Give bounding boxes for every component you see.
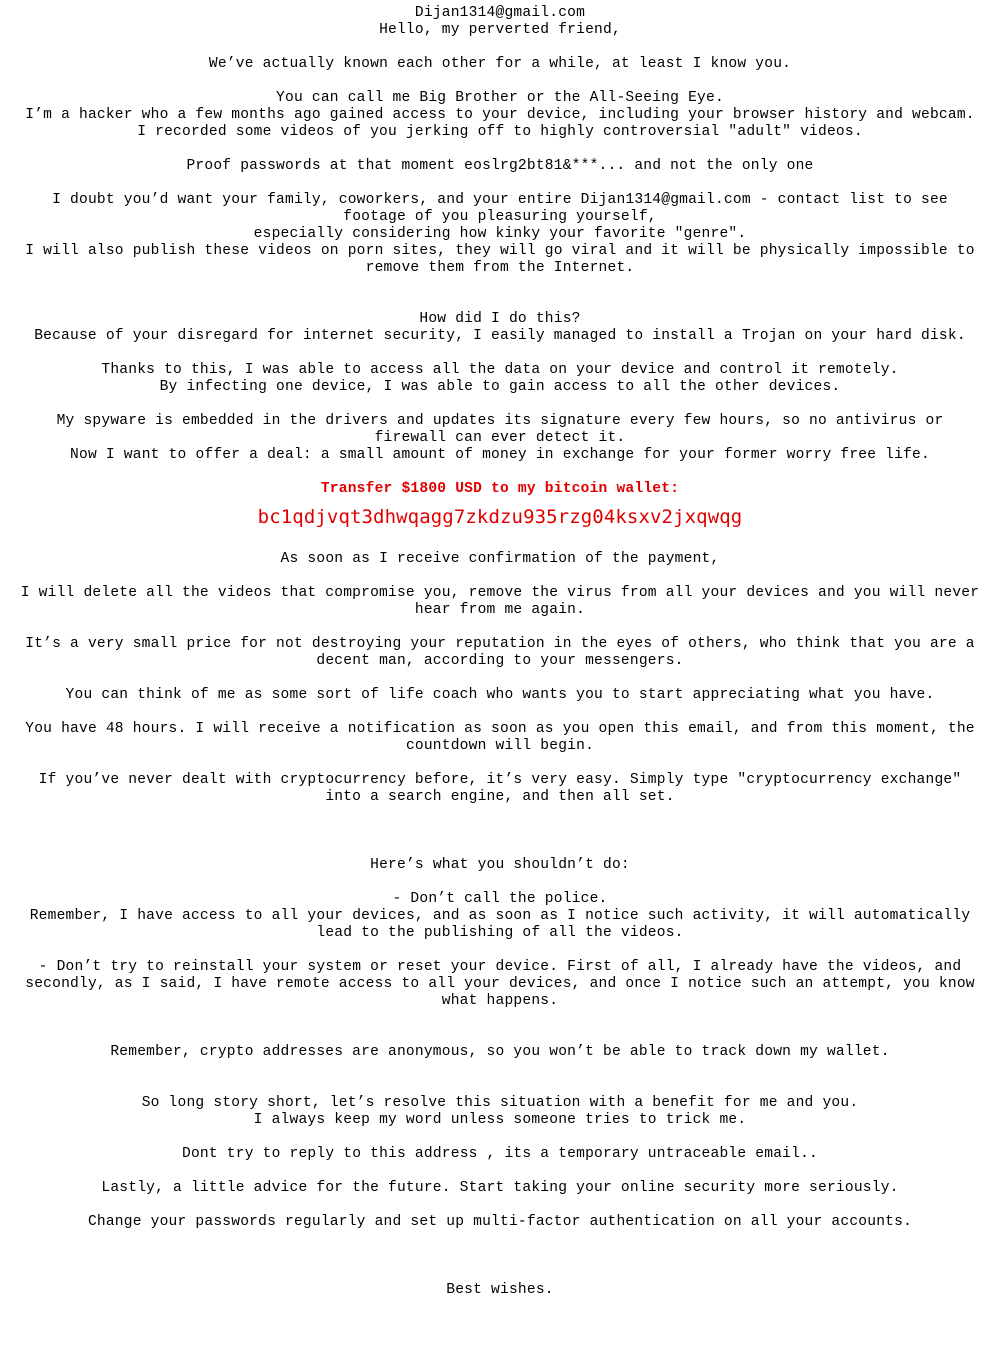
paragraph-hours: You have 48 hours. I will receive a notification as soon as you open this email, and from this moment, the countdown will begin. (25, 721, 975, 754)
paragraph-how-1: How did I do this? (419, 311, 581, 327)
paragraph-proof: Proof passwords at that moment eoslrg2bt81&***... and not the only one (186, 158, 814, 174)
spacer (18, 1010, 982, 1044)
paragraph-short-1: So long story short, let’s resolve this situation with a benefit for me and you. (141, 1095, 859, 1111)
paragraph-reply: Dont try to reply to this address , its a temporary untraceable email.. (182, 1146, 818, 1162)
spacer (18, 73, 982, 90)
spacer (18, 568, 982, 585)
paragraph-known: We’ve actually known each other for a while, at least I know you. (208, 56, 792, 72)
paragraph-spyware-1: My spyware is embedded in the drivers and updates its signature every few hours, so no antivirus or firewall can ever detect it. (56, 413, 944, 446)
paragraph-access-2: By infecting one device, I was able to gain access to all the other devices. (159, 379, 841, 395)
spacer (18, 277, 982, 311)
paragraph-intro-3: I recorded some videos of you jerking off to highly controversial "adult" videos. (137, 124, 863, 140)
bitcoin-wallet-address: bc1qdjvqt3dhwqagg7zkdzu935rzg04ksxv2jxqwqg (257, 506, 743, 528)
spacer (18, 141, 982, 158)
spacer (18, 1197, 982, 1214)
spacer (18, 464, 982, 481)
transfer-instruction: Transfer $1800 USD to my bitcoin wallet: (320, 481, 680, 497)
spacer (18, 1163, 982, 1180)
paragraph-passwords: Change your passwords regularly and set up multi-factor authentication on all your accounts. (87, 1214, 913, 1230)
spacer (18, 942, 982, 959)
recipient-address: Dijan1314@gmail.com (414, 5, 586, 21)
paragraph-intro-2: I’m a hacker who a few months ago gained access to your device, including your browser history and webcam. (25, 107, 975, 123)
paragraph-police-2: Remember, I have access to all your devices, and as soon as I notice such activity, it will automatically lead to the publishing of all the videos. (29, 908, 971, 941)
paragraph-doubt-1: I doubt you’d want your family, coworkers, and your entire Dijan1314@gmail.com - contact list to see footage of you pleasuring yourself, (52, 192, 948, 225)
paragraph-crypto: If you’ve never dealt with cryptocurrency before, it’s very easy. Simply type "cryptocurrency exchange" into a search engine, and then all set. (38, 772, 962, 805)
paragraph-short-2: I always keep my word unless someone tries to trick me. (253, 1112, 747, 1128)
paragraph-price: It’s a very small price for not destroying your reputation in the eyes of others, who think that you are a decent man, according to your messengers. (25, 636, 975, 669)
paragraph-doubt-2: especially considering how kinky your favorite "genre". (253, 226, 747, 242)
spacer (18, 396, 982, 413)
paragraph-anonymous: Remember, crypto addresses are anonymous, so you won’t be able to track down my wallet. (110, 1044, 890, 1060)
spacer (18, 1129, 982, 1146)
paragraph-reinstall: - Don’t try to reinstall your system or reset your device. First of all, I already have the videos, and secondly, as I said, I have remote access to all your devices, and once I notice such an attempt, you know what happens. (25, 959, 975, 1009)
spacer (18, 619, 982, 636)
paragraph-delete: I will delete all the videos that compromise you, remove the virus from all your devices and you will never hear from me again. (20, 585, 980, 618)
spacer (18, 1061, 982, 1095)
paragraph-access-1: Thanks to this, I was able to access all the data on your device and control it remotely. (101, 362, 899, 378)
spacer (18, 1231, 982, 1282)
paragraph-spyware-2: Now I want to offer a deal: a small amount of money in exchange for your former worry free life. (70, 447, 930, 463)
spacer (18, 345, 982, 362)
signoff: Best wishes. (446, 1282, 554, 1298)
paragraph-intro-1: You can call me Big Brother or the All-Seeing Eye. (276, 90, 724, 106)
paragraph-doubt-3: I will also publish these videos on porn sites, they will go viral and it will be physically impossible to remove them from the Internet. (25, 243, 975, 276)
paragraph-coach: You can think of me as some sort of life coach who wants you to start appreciating what you have. (65, 687, 935, 703)
paragraph-confirm: As soon as I receive confirmation of the payment, (280, 551, 720, 567)
spacer (18, 874, 982, 891)
spacer (18, 755, 982, 772)
spacer (18, 704, 982, 721)
greeting: Hello, my perverted friend, (379, 22, 621, 38)
paragraph-how-2: Because of your disregard for internet security, I easily managed to install a Trojan on your hard disk. (34, 328, 966, 344)
paragraph-advice: Lastly, a little advice for the future. Start taking your online security more seriously. (101, 1180, 899, 1196)
spacer (18, 670, 982, 687)
paragraph-shouldnt: Here’s what you shouldn’t do: (370, 857, 630, 873)
paragraph-police-1: - Don’t call the police. (392, 891, 608, 907)
spacer (18, 806, 982, 857)
spacer (18, 534, 982, 551)
spacer (18, 175, 982, 192)
spacer (18, 39, 982, 56)
